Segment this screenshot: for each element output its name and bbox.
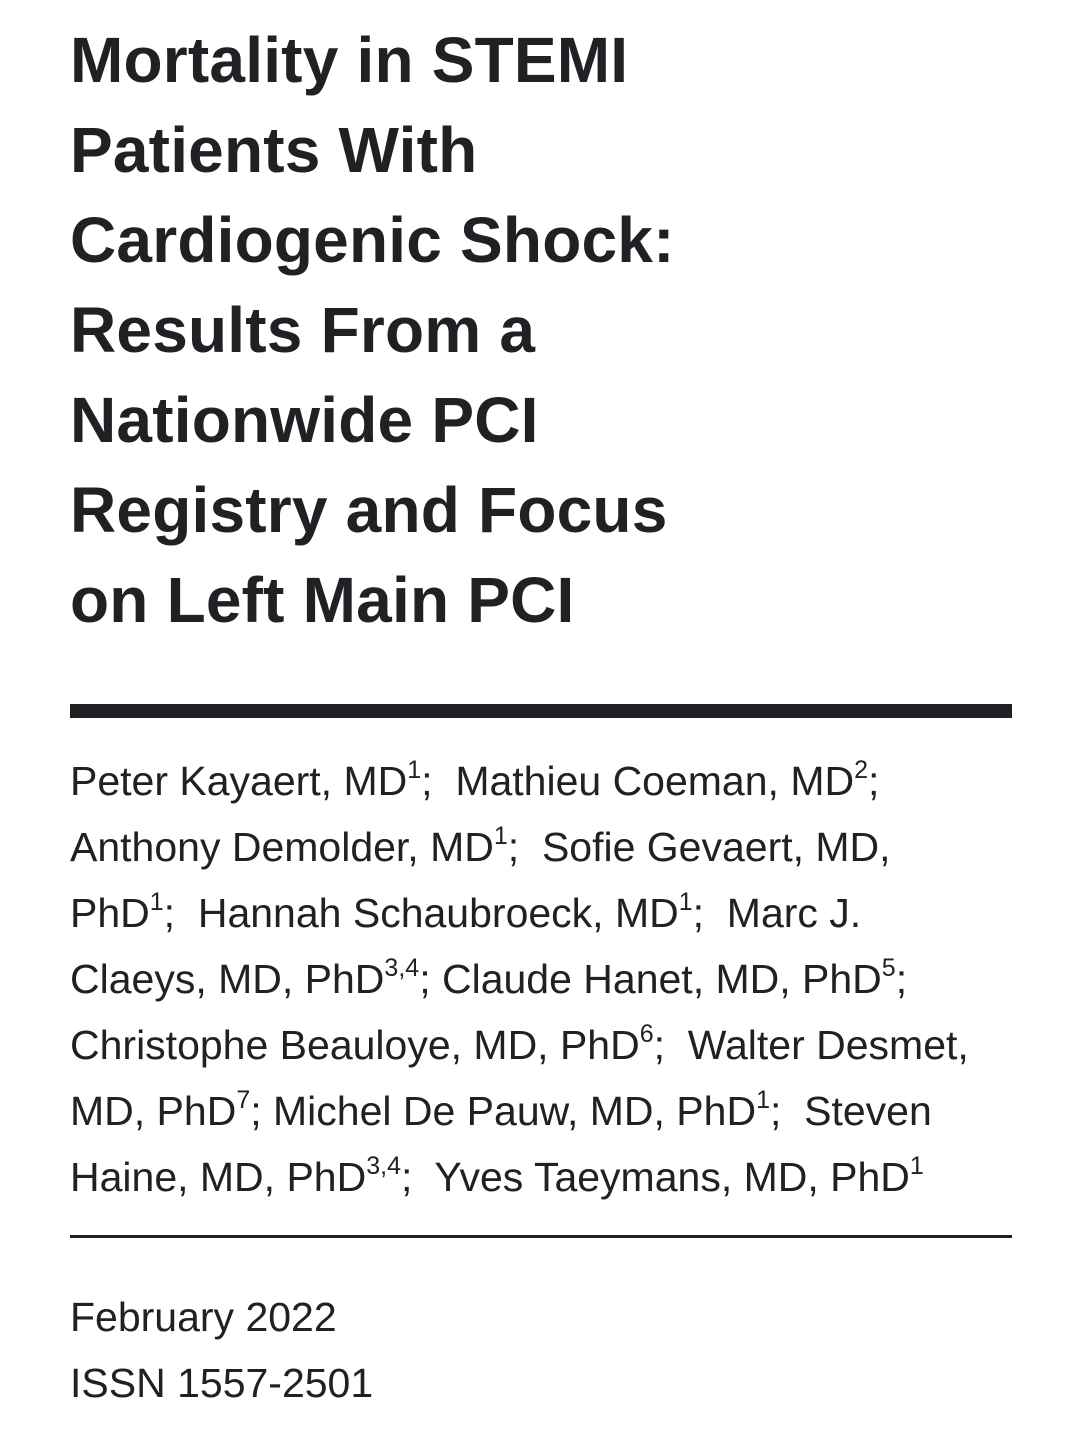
- authors-divider: [70, 1235, 1012, 1238]
- affiliation-marker: 7: [236, 1086, 251, 1114]
- affiliation-marker: 2: [854, 756, 868, 784]
- author-line: [70, 1078, 1012, 1144]
- publication-date: February 2022: [70, 1294, 337, 1340]
- author-line: [70, 1012, 1012, 1078]
- author-text: ; Steven: [769, 1088, 932, 1134]
- author-text: MD, PhD: [70, 1088, 237, 1134]
- title-line: Results From a: [70, 294, 536, 366]
- author-list: [70, 748, 1012, 1210]
- author-text: ; Sofie Gevaert, MD,: [507, 824, 891, 870]
- affiliation-marker: 3,4: [384, 954, 420, 982]
- author-line: [70, 1144, 1012, 1210]
- article-title: [70, 15, 770, 645]
- author-text: PhD: [70, 890, 150, 936]
- author-text: ; Marc J.: [692, 890, 862, 936]
- affiliation-marker: 1: [909, 1152, 924, 1180]
- affiliation-marker: 1: [493, 822, 508, 850]
- affiliation-marker: 1: [756, 1086, 770, 1114]
- affiliation-marker: 5: [881, 954, 896, 982]
- author-text: ; Michel De Pauw, MD, PhD: [250, 1088, 757, 1134]
- author-text: Anthony Demolder, MD: [70, 824, 494, 870]
- author-text: Claeys, MD, PhD: [70, 956, 385, 1002]
- author-text: ; Walter Desmet,: [653, 1022, 969, 1068]
- title-line: on Left Main PCI: [70, 564, 575, 636]
- title-line: Patients With: [70, 114, 478, 186]
- author-text: ;: [868, 758, 880, 804]
- author-line: [70, 814, 1012, 880]
- affiliation-marker: 1: [678, 888, 693, 916]
- affiliation-marker: 1: [407, 756, 422, 784]
- author-line: [70, 880, 1012, 946]
- author-text: ;: [895, 956, 908, 1002]
- title-line: Registry and Focus: [70, 474, 668, 546]
- affiliation-marker: 3,4: [366, 1152, 401, 1180]
- title-line: Mortality in STEMI: [70, 24, 629, 96]
- author-line: [70, 748, 1012, 814]
- author-text: ; Claude Hanet, MD, PhD: [419, 956, 882, 1002]
- issn-number: ISSN 1557-2501: [70, 1360, 374, 1406]
- publication-meta: [70, 1284, 373, 1416]
- author-line: [70, 946, 1012, 1012]
- author-text: Haine, MD, PhD: [70, 1154, 367, 1200]
- author-text: Christophe Beauloye, MD, PhD: [70, 1022, 640, 1068]
- title-line: Cardiogenic Shock:: [70, 204, 675, 276]
- title-divider: [70, 704, 1012, 718]
- affiliation-marker: 6: [639, 1020, 654, 1048]
- author-text: Peter Kayaert, MD: [70, 758, 408, 804]
- title-line: Nationwide PCI: [70, 384, 539, 456]
- affiliation-marker: 1: [149, 888, 164, 916]
- author-text: ; Mathieu Coeman, MD: [421, 758, 855, 804]
- author-text: ; Yves Taeymans, MD, PhD: [400, 1154, 910, 1200]
- author-text: ; Hannah Schaubroeck, MD: [163, 890, 679, 936]
